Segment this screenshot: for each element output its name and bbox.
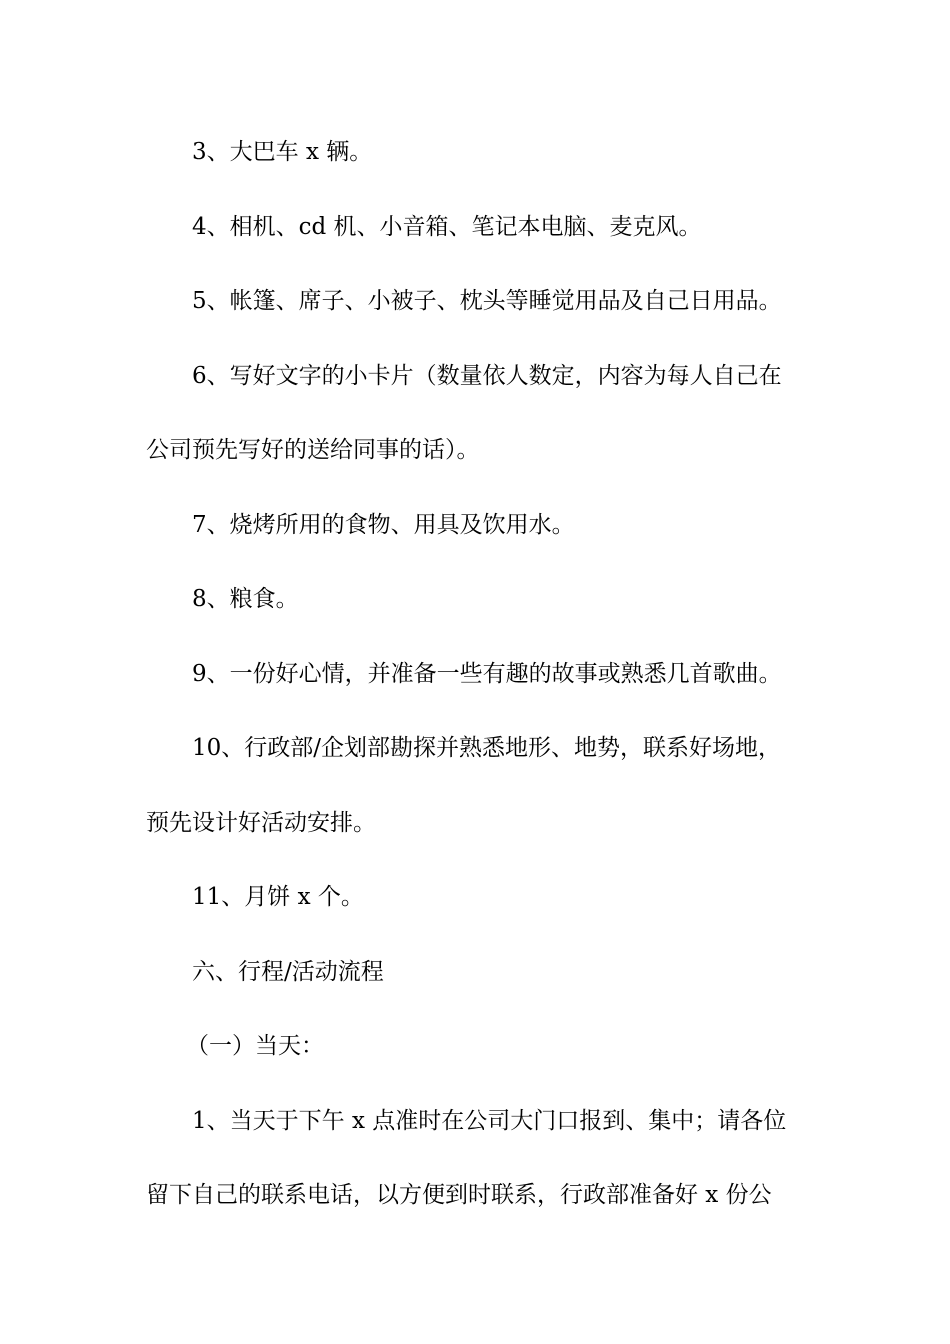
paragraph-step-1-line-2: 留下自己的联系电话，以方便到时联系，行政部准备好 x 份公 (146, 1182, 772, 1208)
paragraph-item-4: 4、相机、cd 机、小音箱、笔记本电脑、麦克风。 (192, 214, 702, 240)
paragraph-item-7: 7、烧烤所用的食物、用具及饮用水。 (192, 512, 575, 538)
paragraph-item-11: 11、月饼 x 个。 (192, 884, 364, 910)
paragraph-item-10-line-2: 预先设计好活动安排。 (146, 810, 376, 836)
paragraph-item-6-line-2: 公司预先写好的送给同事的话）。 (146, 437, 480, 463)
paragraph-item-3: 3、大巴车 x 辆。 (192, 139, 373, 165)
paragraph-step-1-line-1: 1、当天于下午 x 点准时在公司大门口报到、集中；请各位 (192, 1108, 787, 1134)
paragraph-item-8: 8、粮食。 (192, 586, 299, 612)
paragraph-item-10-line-1: 10、行政部/企划部勘探并熟悉地形、地势，联系好场地， (192, 735, 782, 761)
subsection-heading-day: （一）当天： (186, 1033, 324, 1059)
paragraph-item-6-line-1: 6、写好文字的小卡片（数量依人数定，内容为每人自己在 (192, 363, 782, 389)
section-heading-itinerary: 六、行程/活动流程 (192, 959, 384, 985)
paragraph-item-5: 5、帐篷、席子、小被子、枕头等睡觉用品及自己日用品。 (192, 288, 782, 314)
paragraph-item-9: 9、一份好心情，并准备一些有趣的故事或熟悉几首歌曲。 (192, 661, 782, 687)
